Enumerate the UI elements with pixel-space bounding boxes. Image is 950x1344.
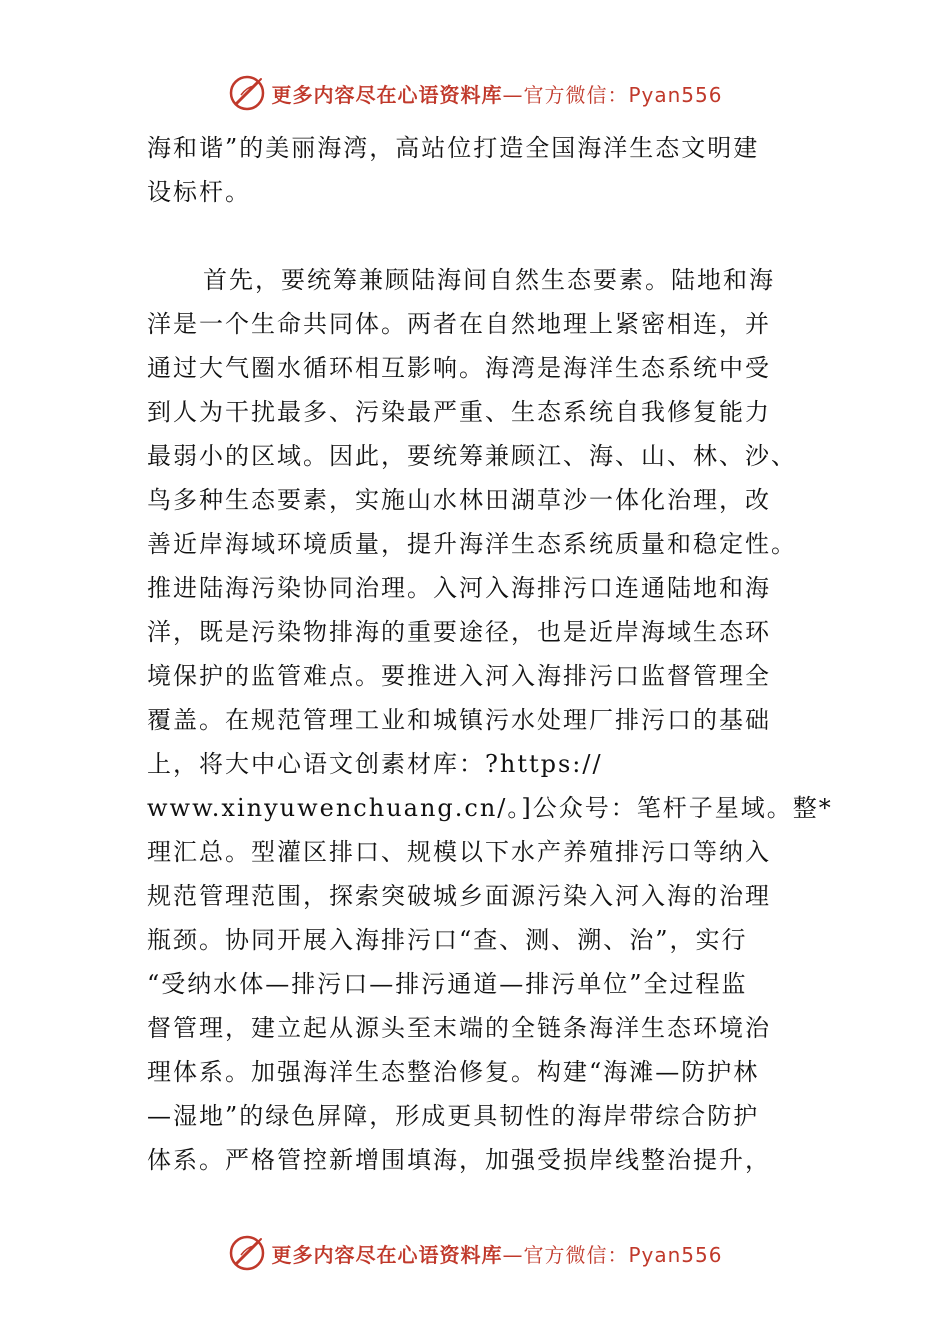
- pen-nib-logo-icon: [227, 1233, 267, 1273]
- footer-main-text: 更多内容尽在心语资料库: [271, 1242, 503, 1267]
- text-line: 海和谐”的美丽海湾，高站位打造全国海洋生态文明建: [147, 134, 760, 162]
- text-line: 设标杆。: [147, 178, 251, 206]
- text-line: 体系。严格管控新增围填海，加强受损岸线整治提升，: [147, 1146, 771, 1174]
- paragraph-2: [147, 258, 833, 1182]
- paragraph-1: [147, 126, 807, 214]
- pen-nib-logo-icon: [227, 73, 267, 113]
- header-banner: [0, 68, 950, 118]
- text-line: 洋是一个生命共同体。两者在自然地理上紧密相连，并: [147, 310, 771, 338]
- text-line: 规范管理范围，探索突破城乡面源污染入河入海的治理: [147, 882, 771, 910]
- text-line: 最弱小的区域。因此，要统筹兼顾江、海、山、林、沙、: [147, 442, 797, 470]
- text-line: 到人为干扰最多、污染最严重、生态系统自我修复能力: [147, 398, 771, 426]
- text-line: 覆盖。在规范管理工业和城镇污水处理厂排污口的基础: [147, 706, 771, 734]
- text-line: 善近岸海域环境质量，提升海洋生态系统质量和稳定性。: [147, 530, 797, 558]
- text-line: 瓶颈。协同开展入海排污口“查、测、溯、治”，实行: [147, 926, 748, 954]
- footer-text: [271, 1239, 722, 1268]
- text-line: 境保护的监管难点。要推进入河入海排污口监督管理全: [147, 662, 771, 690]
- text-line: 理汇总。型灌区排口、规模以下水产养殖排污口等纳入: [147, 838, 771, 866]
- text-line: 上，将大中心语文创素材库：?https://: [147, 750, 603, 778]
- text-line: 理体系。加强海洋生态整治修复。构建“海滩—防护林: [147, 1058, 760, 1086]
- text-line: 洋，既是污染物排海的重要途径，也是近岸海域生态环: [147, 618, 771, 646]
- header-wechat-text: —官方微信：Pyan556: [502, 82, 723, 107]
- text-line: 首先，要统筹兼顾陆海间自然生态要素。陆地和海: [203, 266, 775, 294]
- text-line: —湿地”的绿色屏障，形成更具韧性的海岸带综合防护: [147, 1102, 760, 1130]
- text-line: 通过大气圈水循环相互影响。海湾是海洋生态系统中受: [147, 354, 771, 382]
- header-main-text: 更多内容尽在心语资料库: [271, 82, 503, 107]
- footer-wechat-text: —官方微信：Pyan556: [502, 1242, 723, 1267]
- text-line: 推进陆海污染协同治理。入河入海排污口连通陆地和海: [147, 574, 771, 602]
- text-line: 督管理，建立起从源头至末端的全链条海洋生态环境治: [147, 1014, 771, 1042]
- text-line: 鸟多种生态要素，实施山水林田湖草沙一体化治理，改: [147, 486, 771, 514]
- document-body: [147, 126, 833, 1182]
- text-line: “受纳水体—排污口—排污通道—排污单位”全过程监: [147, 970, 748, 998]
- header-text: [271, 79, 722, 108]
- text-line: www.xinyuwenchuang.cn/。]公众号：笔杆子星域。整*: [147, 794, 833, 822]
- paragraph-gap: [147, 214, 807, 258]
- footer-banner: [0, 1228, 950, 1278]
